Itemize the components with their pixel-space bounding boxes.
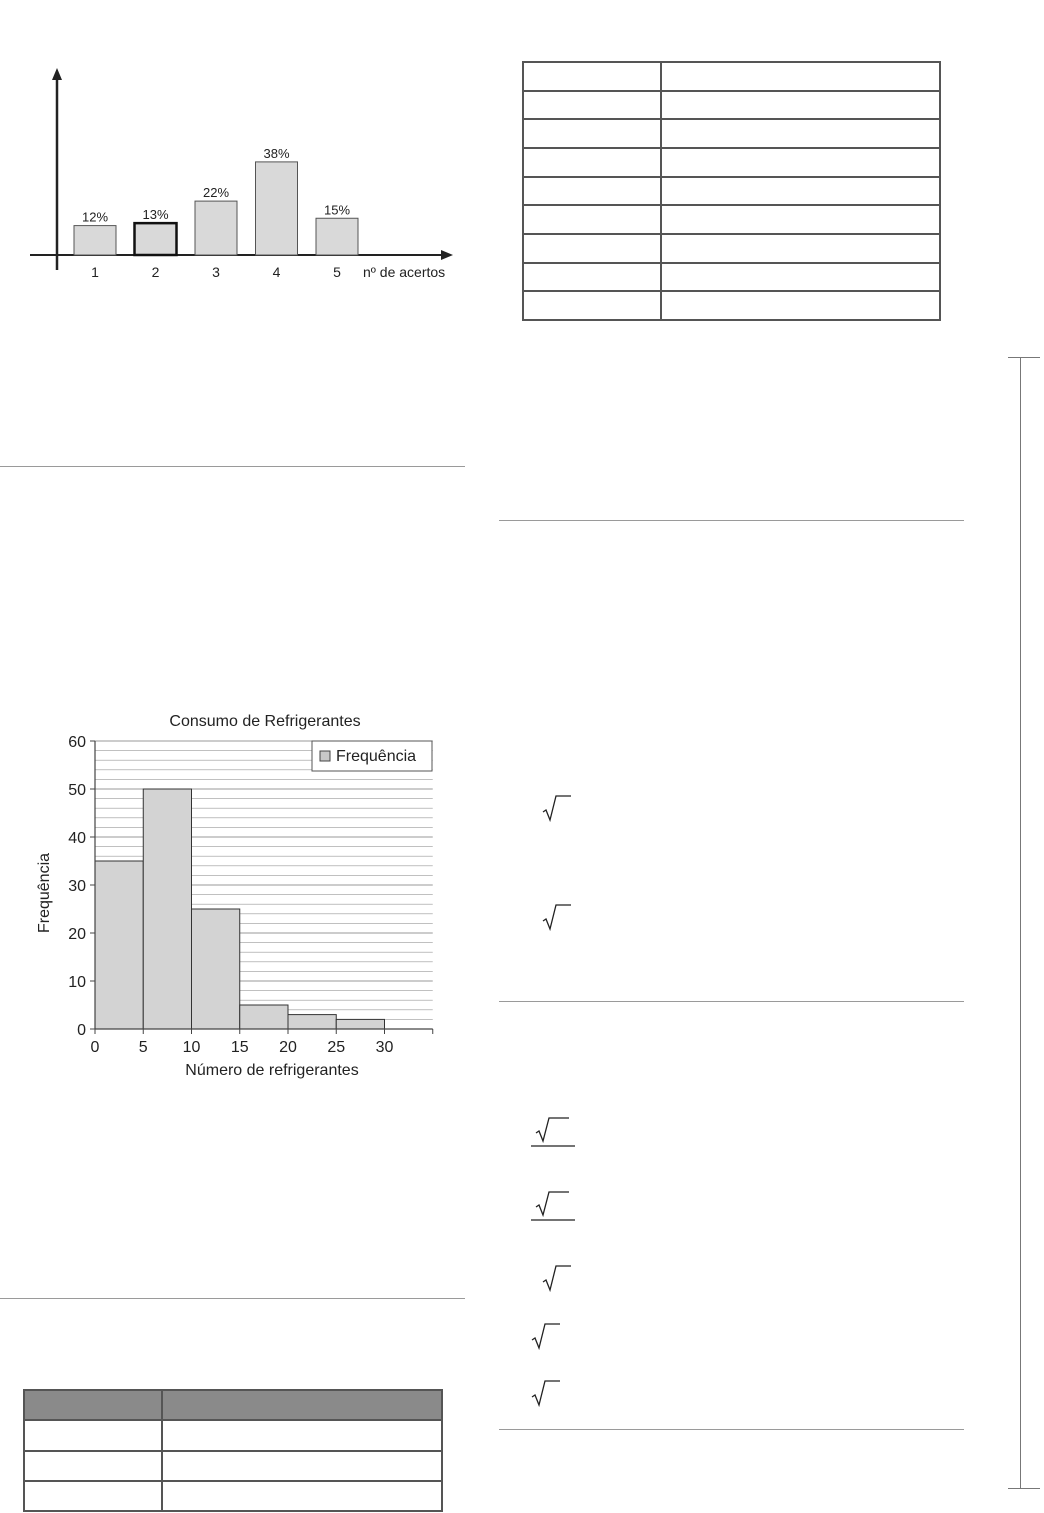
histogram-bar xyxy=(95,861,143,1029)
table-row xyxy=(523,119,940,148)
empty-table-bottom xyxy=(23,1389,443,1512)
table-row xyxy=(24,1420,442,1450)
legend xyxy=(312,741,432,771)
data-label: 13% xyxy=(142,207,169,223)
x-tick-label: 10 xyxy=(182,1039,201,1056)
data-label: 12% xyxy=(81,209,109,225)
table-row xyxy=(523,148,940,177)
y-tick-label: 20 xyxy=(68,926,86,943)
table-cell xyxy=(523,177,661,206)
table-cell xyxy=(523,291,661,320)
x-axis-arrow xyxy=(441,250,453,260)
x-tick-label: 2 xyxy=(151,264,160,280)
table-cell xyxy=(661,91,940,120)
bar xyxy=(135,223,177,255)
table-cell xyxy=(661,177,940,206)
histogram-bar xyxy=(240,1005,288,1029)
histogram-bar xyxy=(336,1019,384,1029)
table-row xyxy=(523,291,940,320)
margin-bracket-top xyxy=(1008,357,1040,358)
histogram-bar xyxy=(288,1015,336,1029)
y-axis-arrow xyxy=(52,68,62,80)
table-cell xyxy=(661,234,940,263)
table-cell xyxy=(162,1481,442,1511)
divider xyxy=(499,520,964,521)
divider xyxy=(499,1001,964,1002)
table-row xyxy=(24,1481,442,1511)
divider xyxy=(499,1429,964,1430)
chart-title: Consumo de Refrigerantes xyxy=(169,713,361,730)
table-row xyxy=(523,234,940,263)
x-axis-label: nº de acertos xyxy=(363,264,446,280)
y-axis-label: Frequência xyxy=(36,852,53,934)
empty-table-top xyxy=(522,61,941,321)
table-row xyxy=(523,205,940,234)
y-tick-label: 40 xyxy=(68,830,86,847)
x-tick-label: 30 xyxy=(375,1039,394,1056)
sqrt-symbol xyxy=(541,1262,581,1294)
y-tick-label: 0 xyxy=(77,1022,86,1039)
legend-swatch xyxy=(320,751,330,761)
table-row xyxy=(523,263,940,292)
table-cell xyxy=(523,205,661,234)
table-cell xyxy=(162,1420,442,1450)
table-cell xyxy=(523,263,661,292)
acertos-bar-chart xyxy=(25,60,465,295)
x-tick-label: 3 xyxy=(212,264,220,280)
table-cell xyxy=(162,1451,442,1481)
table-row xyxy=(523,91,940,120)
bar xyxy=(256,162,298,255)
divider xyxy=(0,1298,465,1299)
table-row xyxy=(24,1390,442,1420)
x-tick-label: 0 xyxy=(90,1039,100,1056)
sqrt-fraction xyxy=(531,1115,577,1151)
x-tick-label: 4 xyxy=(272,264,281,280)
sqrt-symbol xyxy=(530,1320,570,1352)
bar xyxy=(74,226,116,255)
sqrt-symbol xyxy=(541,792,581,824)
x-tick-label: 1 xyxy=(91,264,99,280)
sqrt-fraction xyxy=(531,1189,577,1225)
data-label: 15% xyxy=(323,202,351,218)
table-row xyxy=(24,1451,442,1481)
x-axis-label: Número de refrigerantes xyxy=(185,1062,359,1079)
bar xyxy=(195,201,237,255)
histogram-bar xyxy=(192,909,240,1029)
y-tick-label: 60 xyxy=(68,734,86,751)
table-cell xyxy=(24,1420,162,1450)
refrigerantes-histogram xyxy=(30,705,450,1085)
table-row xyxy=(523,177,940,206)
x-tick-label: 15 xyxy=(230,1039,249,1056)
y-tick-label: 30 xyxy=(68,878,86,895)
table-cell xyxy=(661,62,940,91)
divider xyxy=(0,466,465,467)
table-cell xyxy=(523,62,661,91)
table-cell xyxy=(24,1451,162,1481)
table-cell xyxy=(24,1390,162,1420)
sqrt-symbol xyxy=(541,901,581,933)
table-cell xyxy=(162,1390,442,1420)
data-label: 22% xyxy=(202,185,230,201)
table-cell xyxy=(661,148,940,177)
sqrt-symbol xyxy=(530,1377,570,1409)
margin-bracket xyxy=(1020,357,1021,1488)
x-tick-label: 25 xyxy=(327,1039,346,1056)
table-row xyxy=(523,62,940,91)
table-cell xyxy=(523,91,661,120)
margin-bracket-bottom xyxy=(1008,1488,1040,1489)
table-cell xyxy=(523,148,661,177)
data-label: 38% xyxy=(263,145,290,161)
x-tick-label: 20 xyxy=(279,1039,297,1056)
histogram-bar xyxy=(143,789,191,1029)
table-cell xyxy=(24,1481,162,1511)
bar xyxy=(316,218,358,255)
table-cell xyxy=(523,234,661,263)
y-tick-label: 10 xyxy=(68,974,86,991)
legend-label: Frequência xyxy=(336,748,417,765)
y-tick-label: 50 xyxy=(68,782,86,799)
x-tick-label: 5 xyxy=(333,264,341,280)
table-cell xyxy=(661,205,940,234)
table-cell xyxy=(661,119,940,148)
x-tick-label: 5 xyxy=(138,1039,148,1056)
table-cell xyxy=(661,263,940,292)
table-cell xyxy=(661,291,940,320)
table-cell xyxy=(523,119,661,148)
